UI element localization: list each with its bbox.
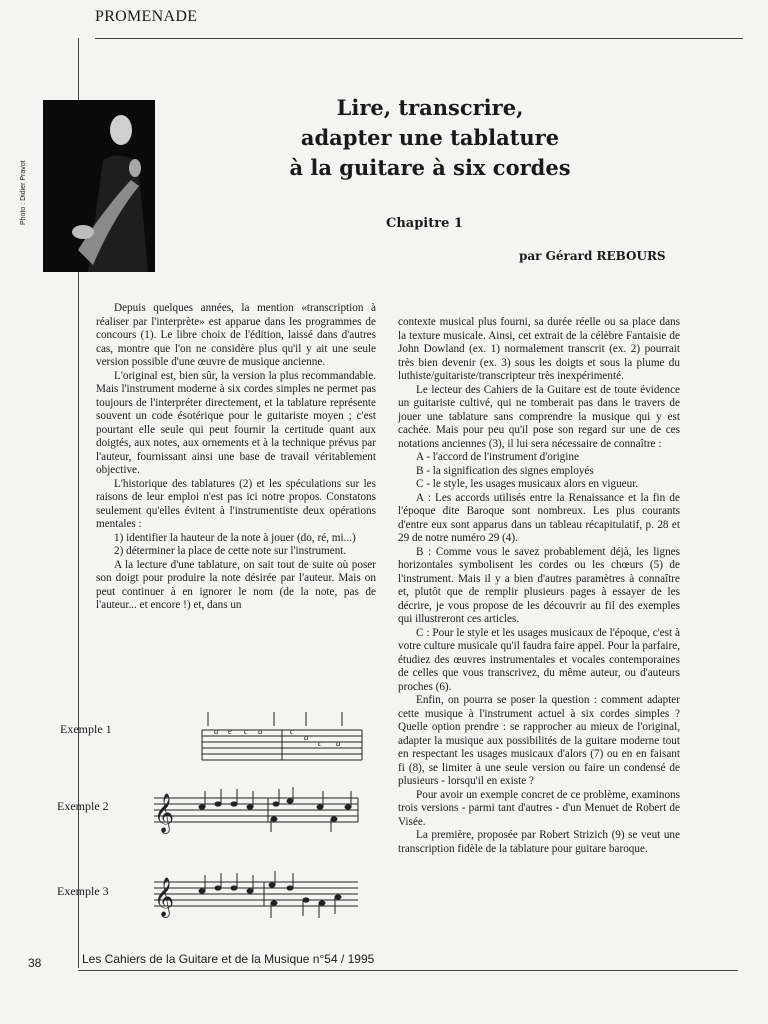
example-3-label: Exemple 3 (57, 884, 109, 898)
svg-text:c: c (244, 726, 248, 736)
body-column-left (96, 302, 376, 613)
article-title (240, 93, 620, 183)
paragraph: A : Les accords utilisés entre la Renaissance et la fin de l'époque dite Baroque sont nombreux. Les plus courants d'entre eux sont apparus dans un tableau récapitulatif, p. 28 et 29 de notre numéro 29 (4). (398, 491, 680, 544)
author-byline: par Gérard REBOURS (519, 249, 666, 263)
staff-example-2 (150, 786, 362, 836)
paragraph: B : Comme vous le savez probablement déjà, les lignes horizontales symbolisent les cordes ou les chœurs (5) de l'instrument. Mais il y a bien d'autres paramètres à connaître et, plutôt que de remplir plusieurs pages à essayer de les décrire, je vous propose de les découvrir au fil des exemples qui illustreront ces articles. (398, 545, 680, 625)
body-column-right (398, 316, 680, 856)
top-rule (95, 38, 743, 39)
page-number: 38 (28, 956, 42, 970)
title-line-2: adapter une tablature (300, 125, 560, 150)
journal-footer: Les Cahiers de la Guitare et de la Musique n°54 / 1995 (82, 952, 375, 966)
paragraph: C : Pour le style et les usages musicaux de l'époque, c'est à votre culture musicale qu'il faudra faire appel. Pour la parfaire, étudiez des œuvres instrumentales et vocales contemporaines de celles que vous transcrivez, du même auteur, ou d'auteurs proches (6). (398, 626, 680, 693)
paragraph: Depuis quelques années, la mention «transcription à réaliser par l'interprète» est apparue dans les programmes de concours (1). Le libre choix de l'édition, laissé dans d'autres cas, montre que l'on ne considère plus qu'il y ait une seule version possible d'une œuvre de musique ancienne. (96, 302, 376, 368)
paragraph: La première, proposée par Robert Strizich (9) se veut une transcription fidèle de la tablature pour guitare baroque. (398, 829, 680, 855)
bottom-rule (78, 970, 738, 971)
svg-text:𝄞: 𝄞 (154, 879, 175, 916)
svg-text:c: c (290, 726, 294, 736)
paragraph: A la lecture d'une tablature, on sait tout de suite où poser son doigt pour produire la note désirée par l'auteur. Mais on peut continuer à en ignorer le nom (de la note, pas de l'auteur... et encore !) et, dans un (96, 558, 376, 611)
chapter-heading: Chapitre 1 (386, 216, 463, 231)
svg-text:a: a (304, 732, 309, 742)
portrait-photo (43, 100, 155, 272)
paragraph: Pour avoir un exemple concret de ce problème, examinons trois versions - parmi tant d'autres - d'un Menuet de Robert de Visée. (398, 788, 680, 828)
svg-text:c: c (318, 738, 322, 748)
paragraph: C - le style, les usages musicaux alors en vigueur. (416, 478, 639, 490)
paragraph: contexte musical plus fourni, sa durée réelle ou sa place dans la texture musicale. Ainsi, cet extrait de la célèbre Fantaisie de John Dowland (ex. 1) normalement transcrit (ex. 2) pourrait très bien devenir (ex. 3) sous les doigts et sous la plume du luthiste/guitariste/transcripteur très inexpérimenté. (398, 316, 680, 382)
paragraph: 1) identifier la hauteur de la note à jouer (do, ré, mi...) (114, 531, 356, 544)
title-line-3: à la guitare à six cordes (289, 155, 571, 180)
example-1-label: Exemple 1 (60, 722, 112, 736)
example-2-label: Exemple 2 (57, 799, 109, 813)
section-title: PROMENADE (95, 8, 198, 25)
svg-text:𝄞: 𝄞 (154, 795, 175, 832)
photo-credit: Photo : Didier Pravot (20, 160, 27, 225)
svg-text:a: a (258, 726, 263, 736)
svg-text:a: a (336, 738, 341, 748)
title-line-1: Lire, transcrire, (336, 95, 524, 120)
paragraph: 2) déterminer la place de cette note sur l'instrument. (114, 545, 347, 557)
svg-text:e: e (228, 726, 232, 736)
paragraph: Enfin, on pourra se poser la question : comment adapter cette musique à l'instrument actuel à six cordes simples ? Quelle option prendre : se rapprocher au mieux de l'original, adapter la musique aux possibilités de la guitare moderne tout en respectant les usages musicaux d'alors (7) ou en en faisant fi (8), se limiter à une seule version ou faire un condensé de plusieurs - lorsqu'il en existe ? (398, 694, 680, 787)
paragraph: Le lecteur des Cahiers de la Guitare est de toute évidence un guitariste cultivé, qui ne tomberait pas dans le travers de jouer une tablature sans comprendre la musique qui y est cachée. Mais pour peu qu'il pose son regard sur une de ces notations anciennes (3), il lui sera nécessaire de connaître : (398, 383, 680, 450)
paragraph: L'original est, bien sûr, la version la plus recommandable. Mais l'instrument moderne à six cordes simples ne permet pas toujours de l'interpréter directement, et la tablature représente souvent un code ésotérique pour le guitariste moyen ; c'est pourtant elle seule qui peut fournir la certitude quant aux doigtés, aux notes, aux ornements et à la technique prévus par l'auteur, fournissant ainsi une base de travail véritablement objective. (96, 369, 376, 476)
tablature-example-1 (198, 708, 366, 768)
staff-example-3 (150, 870, 362, 922)
svg-text:a: a (214, 726, 219, 736)
paragraph: B - la signification des signes employés (416, 464, 594, 477)
paragraph: L'historique des tablatures (2) et les spéculations sur les raisons de leur emploi n'est pas ici notre propos. Constatons seulement qu'elles évitent à l'instrumentiste deux opérations mentales : (96, 477, 376, 530)
paragraph: A - l'accord de l'instrument d'origine (416, 451, 579, 463)
